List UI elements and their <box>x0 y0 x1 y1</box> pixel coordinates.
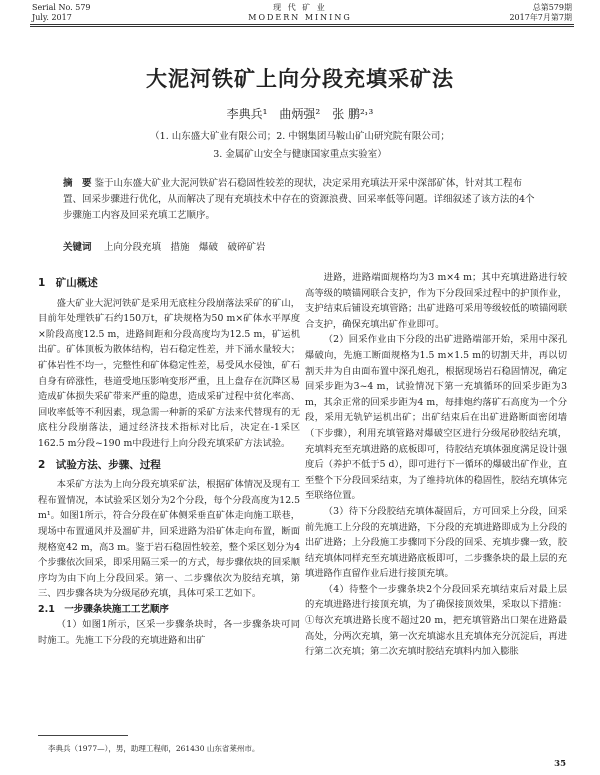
total-issue: 总第579期 <box>532 3 572 12</box>
journal-issue <box>509 3 572 23</box>
subsection-2-1-paragraph: （1）如图1所示，区采一步骤条块时，各一步骤条块可同时施工。先施工下分段的充填进路和出矿 <box>38 619 300 647</box>
subsection-2-1-title: 2.1 一步骤条块施工工艺顺序 <box>38 603 169 615</box>
page-number: 35 <box>554 759 566 769</box>
keywords <box>63 239 537 253</box>
footnote-rule <box>38 735 128 736</box>
serial-number: Serial No. 579 <box>32 3 91 12</box>
abstract <box>63 176 537 224</box>
section-1-paragraph: 盛大矿业大泥河铁矿是采用无底柱分段崩落法采矿的矿山，目前年处理铁矿石约150万t，矿块规格为50 m×矿体水平厚度×阶段高度12.5 m，进路间距和分段高度均为12.5 m，矿运机出矿。矿体顶板为散体结构，岩石稳定性差，并下涌水量较大；矿体岩性不均一，完整性和矿体稳定性差，易受风水侵蚀，矿石自身有碎涨性，巷道受地压影响变形严重，且上盘存在沉降区易造成矿体损失采矿带来严重的隐患，造成采矿过程中贫化率高、回收率低等不利因素，现急需一种新的采矿方法来代替现有的无底柱分段崩落法，通过经济技术指标对比后，决定在-1采区162.5 m分段~190 m中段进行上向分段充填采矿方法试验。 <box>38 297 300 449</box>
section-1-title: 1 矿山概述 <box>38 277 98 289</box>
issue-date: July. 2017 <box>32 13 72 22</box>
right-paragraph-2: （2）回采作业由下分段的出矿进路端部开始，采用中深孔爆破向，先施工断面规格为1.5 m×1.5 m的切割天井，再以切割天井为自由面布置中深孔炮孔，根据现场岩石稳固情况，确定回采步距为3~4 m，试验情况下第一充填循环的回采步距为3 m，其余正常的回采步距为4 m，每排炮约落矿石高度为一个分段，采用无轨铲运机出矿；出矿结束后在出矿进路断面密闭墙（下步骤），利用充填管路对爆破空区进行分级尾砂胶结充填，充填料充至充填进路的底板即可，待胶结充填体强度满足设计强度后（养护不低于5 d），即可进行下一循环的爆破出矿作业，直至整个下分段回采结束，为了维持坑体的稳固性，胶结充填体完至联络位置。 <box>305 334 567 502</box>
abstract-text: 鉴于山东盛大矿业大泥河铁矿岩石稳固性较差的现状，决定采用充填法开采中深部矿体，针对其工程布置、回采步骤进行优化，从而解决了现有充填技术中存在的资源浪费、回采率低等问题。详细叙述了该方法的4个步骤施工内容及回采充填工艺顺序。 <box>63 178 535 221</box>
affiliation-line-1: （1. 山东盛大矿业有限公司；2. 中钢集团马鞍山矿山研究院有限公司； <box>150 131 450 142</box>
right-paragraph-4: （4）待整个一步骤条块2个分段回采充填结束后对最上层的充填进路进行接顶充填，为了确保接顶效果，采取以下措施：①每次充填进路长度不超过20 m，把充填管路出口架在进路最高处，分两次充填，第一次充填滤水且充填体充分沉淀后，再进行第二次充填；第二次充填时胶结充填料内加入膨胀 <box>305 583 567 658</box>
right-paragraph-1: 进路，进路端面规格均为3 m×4 m；其中充填进路进行较高等级的喷锚网联合支护，作为下分段回采过程中的护顶作业，支护结束后铺设充填管路；出矿进路可采用等级较低的喷锚网联合支护，确保充填出矿作业即可。 <box>305 272 567 330</box>
header-rule-double <box>30 26 574 27</box>
paper-authors: 李典兵¹ 曲炳强² 张 鹏²˒³ <box>226 107 374 121</box>
affiliation-line-2: 3. 金属矿山安全与健康国家重点实验室） <box>213 149 387 160</box>
journal-name-cn: 现 代 矿 业 <box>273 3 327 12</box>
right-column <box>305 270 567 660</box>
journal-name-en: MODERN MINING <box>248 13 352 22</box>
section-2-title: 2 试验方法、步骤、过程 <box>38 458 161 471</box>
keywords-label: 关键词 <box>63 242 92 253</box>
right-paragraph-3: （3）待下分段胶结充填体凝固后，方可回采上分段，回采前先施工上分段的充填进路，下分段的充填进路即成为上分段的出矿进路；上分段施工步骤同下分段的回采、充填步骤一致，胶结充填体同样充至充填进路底板即可，二步骤条块的最上层的充填进路作直留作业后进行接顶充填。 <box>305 505 567 580</box>
section-2-paragraph: 本采矿方法为上向分段充填采矿法，根据矿体情况及现有工程布置情况，本试验采区划分为2个分段，每个分段高度为12.5 m¹。如图1所示，符合分段在矿体侧采垂直矿体走向施工联巷，现场中布置通风并及溜矿井，回采进路为沿矿体走向布置，断面规格宽42 m，高3 m。鉴于岩石稳固性较差，整个采区划分为4个步骤依次回采，即采用隔三采一的方式，每步骤依块的回采顺序均为由下向上分段回采。第一、二步骤依次为胶结充填，第三、四步骤各块为分级尾砂充填，具体可采工艺如下。 <box>38 479 300 600</box>
left-column <box>38 270 300 649</box>
paper-title: 大泥河铁矿上向分段充填采矿法 <box>146 67 454 91</box>
header-rule <box>30 24 574 25</box>
issue-info: 2017年7月第7期 <box>509 13 572 22</box>
keywords-text: 上向分段充填 措施 爆破 破碎矿岩 <box>104 242 266 253</box>
abstract-label: 摘 要 <box>63 178 92 189</box>
author-footnote: 李典兵（1977—），男，助理工程师，261430 山东省莱州市。 <box>48 744 260 753</box>
